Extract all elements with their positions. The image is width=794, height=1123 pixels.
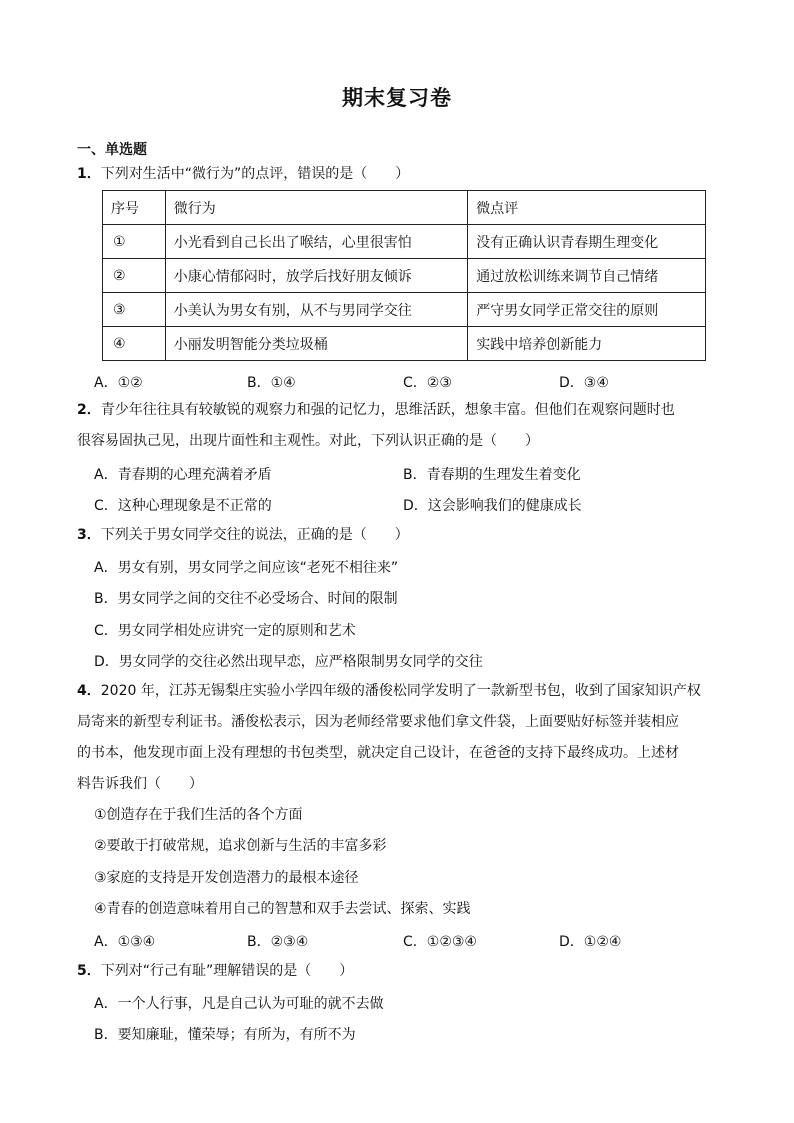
table-row — [103, 225, 706, 259]
option-b: B．要知廉耻，懂荣辱；有所为，有所不为 — [94, 1027, 356, 1043]
question-text: 青少年往往具有较敏锐的观察力和强的记忆力，思维活跃，想象丰富。但他们在观察问题时也 — [100, 402, 675, 418]
option-a: A．①② — [94, 375, 143, 391]
option-c: C．②③ — [403, 375, 452, 391]
option-a: A．①③④ — [94, 934, 156, 950]
table-cell: 小康心情郁闷时，放学后找好朋友倾诉 — [165, 259, 467, 293]
option-d: D．这会影响我们的健康成长 — [403, 498, 582, 514]
option-d: D．男女同学的交往必然出现早恋，应严格限制男女同学的交往 — [94, 654, 483, 670]
table-row — [103, 327, 706, 361]
option-b: B．男女同学之间的交往不必受场合、时间的限制 — [94, 591, 398, 607]
question-text: 下列对生活中“微行为”的点评，错误的是（ ） — [100, 166, 410, 182]
question-number: 1． — [77, 166, 101, 182]
option-c: C．男女同学相处应讲究一定的原则和艺术 — [94, 623, 356, 639]
table-cell: 实践中培养创新能力 — [468, 327, 706, 361]
table-cell: 小光看到自己长出了喉结，心里很害怕 — [165, 225, 467, 259]
option-d: D．①②④ — [559, 934, 622, 950]
table-cell: 小丽发明智能分类垃圾桶 — [165, 327, 467, 361]
option-c: C．这种心理现象是不正常的 — [94, 498, 272, 514]
option-a: A．青春期的心理充满着矛盾 — [94, 467, 272, 483]
table-cell: 没有正确认识青春期生理变化 — [468, 225, 706, 259]
table-cell: ① — [103, 225, 166, 259]
question-text: 2020 年，江苏无锡梨庄实验小学四年级的潘俊松同学发明了一款新型书包，收到了国家知识产权 — [100, 683, 701, 699]
question-text: 下列关于男女同学交往的说法，正确的是（ ） — [100, 527, 409, 543]
question-5-stem — [77, 962, 353, 980]
comparison-table — [102, 190, 706, 361]
table-cell: ② — [103, 259, 166, 293]
question-text: 下列对“行己有耻”理解错误的是（ ） — [100, 963, 354, 979]
question-4-stem-cont: 的书本，他发现市面上没有理想的书包类型，就决定自己设计，在爸爸的支持下最终成功。上述材 — [77, 745, 679, 761]
statement-1: ①创造存在于我们生活的各个方面 — [94, 807, 303, 823]
table-header-cell: 微点评 — [468, 191, 706, 225]
option-d: D．③④ — [559, 375, 609, 391]
question-2-stem-cont: 很容易固执己见，出现片面性和主观性。对此，下列认识正确的是（ ） — [77, 433, 539, 449]
option-a: A．一个人行事，凡是自己认为可耻的就不去做 — [94, 996, 384, 1012]
question-number: 4． — [77, 683, 101, 699]
question-1-stem — [77, 165, 409, 183]
table-cell: 小美认为男女有别，从不与男同学交往 — [165, 293, 467, 327]
option-c: C．①②③④ — [403, 934, 477, 950]
table-header-row — [103, 191, 706, 225]
question-3-stem — [77, 526, 409, 544]
table-header-cell: 序号 — [103, 191, 166, 225]
statement-4: ④青春的创造意味着用自己的智慧和双手去尝试、探索、实践 — [94, 901, 471, 917]
page-title: 期末复习卷 — [342, 86, 452, 110]
option-b: B．①④ — [247, 375, 296, 391]
section-heading: 一、单选题 — [77, 142, 147, 158]
question-number: 2． — [77, 402, 101, 418]
question-4-stem-cont: 料告诉我们（ ） — [77, 776, 203, 792]
question-4-stem — [77, 682, 701, 700]
option-b: B．青春期的生理发生着变化 — [403, 467, 581, 483]
table-cell: ③ — [103, 293, 166, 327]
table-header-cell: 微行为 — [165, 191, 467, 225]
table-cell: 严守男女同学正常交往的原则 — [468, 293, 706, 327]
table-cell: ④ — [103, 327, 166, 361]
statement-3: ③家庭的支持是开发创造潜力的最根本途径 — [94, 870, 359, 886]
option-a: A．男女有别，男女同学之间应该“老死不相往来” — [94, 560, 399, 576]
question-number: 5． — [77, 963, 101, 979]
table-cell: 通过放松训练来调节自己情绪 — [468, 259, 706, 293]
statement-2: ②要敢于打破常规，追求创新与生活的丰富多彩 — [94, 838, 387, 854]
question-4-stem-cont: 局寄来的新型专利证书。潘俊松表示，因为老师经常要求他们拿文件袋，上面要贴好标签并装相应 — [77, 714, 679, 730]
table-row — [103, 293, 706, 327]
option-b: B．②③④ — [247, 934, 309, 950]
question-number: 3． — [77, 527, 101, 543]
question-2-stem — [77, 401, 675, 419]
table-row — [103, 259, 706, 293]
